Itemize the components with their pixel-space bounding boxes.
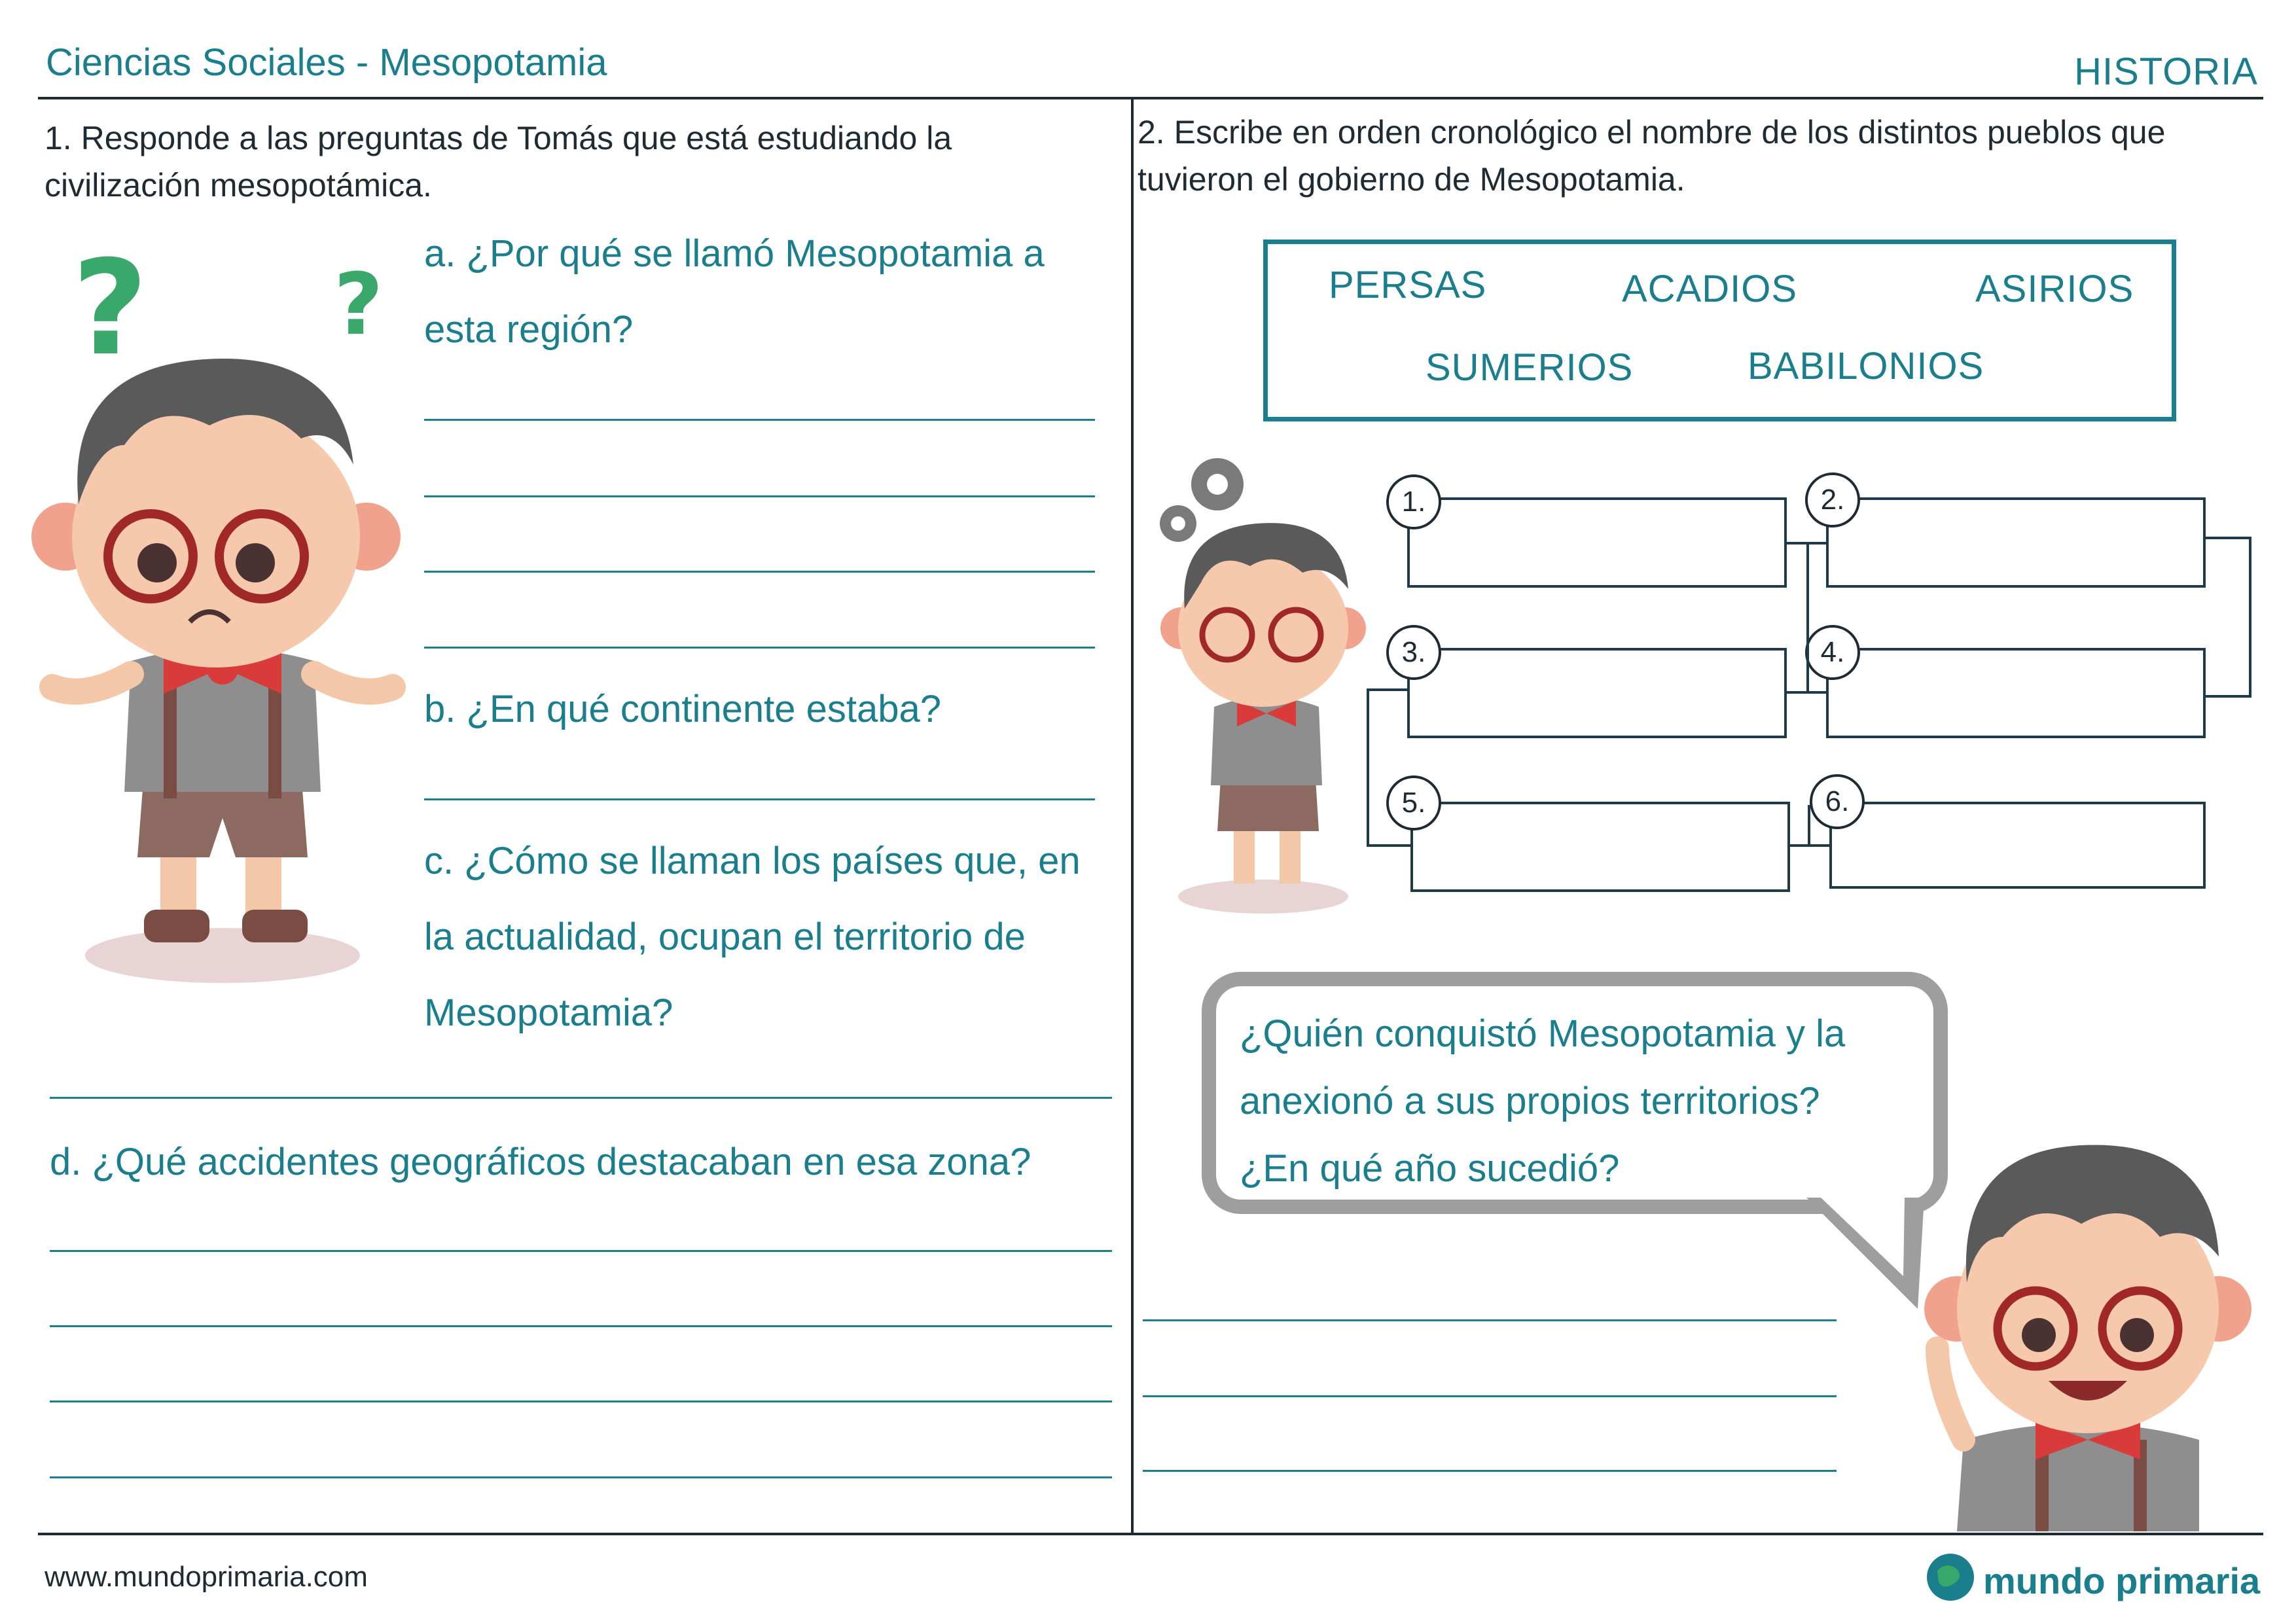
slot-number: 5. bbox=[1386, 776, 1441, 830]
section1-instruction: 1. Responde a las preguntas de Tomás que está estudiando la civilización mesopotámica. bbox=[45, 120, 952, 204]
connector bbox=[2206, 537, 2251, 539]
svg-text:?: ? bbox=[334, 255, 384, 354]
connector bbox=[1367, 688, 1407, 691]
connector bbox=[2249, 537, 2251, 697]
answer-line[interactable] bbox=[50, 1097, 1112, 1099]
slot-number: 6. bbox=[1810, 774, 1865, 829]
globe-icon bbox=[1924, 1551, 1977, 1603]
subject-label: HISTORIA bbox=[2074, 50, 2258, 93]
bubble-question: ¿Quién conquistó Mesopotamia y la anexionó a sus propios territorios? ¿En qué año sucedió? bbox=[1240, 1012, 1846, 1190]
answer-slot-3[interactable] bbox=[1407, 648, 1787, 738]
word-bank-item: PERSAS bbox=[1329, 264, 1487, 306]
answer-line[interactable] bbox=[424, 495, 1095, 497]
answer-slot-5[interactable] bbox=[1410, 802, 1790, 892]
connector bbox=[1787, 691, 1826, 694]
answer-slot-6[interactable] bbox=[1829, 802, 2206, 889]
column-divider bbox=[1131, 97, 1134, 1535]
word-bank-item: SUMERIOS bbox=[1426, 346, 1634, 389]
answer-line[interactable] bbox=[424, 798, 1095, 800]
question-b: b. ¿En qué continente estaba? bbox=[424, 688, 942, 730]
svg-text:?: ? bbox=[72, 232, 149, 385]
brand-logo: mundo primaria bbox=[1983, 1560, 2261, 1601]
word-bank-item: ACADIOS bbox=[1622, 268, 1798, 310]
answer-line[interactable] bbox=[1143, 1319, 1837, 1321]
footer-divider bbox=[38, 1533, 2263, 1535]
connector bbox=[1367, 844, 1410, 847]
connector bbox=[1367, 688, 1369, 846]
page-title: Ciencias Sociales - Mesopotamia bbox=[46, 41, 607, 84]
header-divider bbox=[38, 97, 2263, 99]
happy-boy-illustration bbox=[1911, 1113, 2251, 1531]
answer-line[interactable] bbox=[50, 1476, 1112, 1478]
answer-line[interactable] bbox=[50, 1400, 1112, 1402]
slot-number: 2. bbox=[1805, 473, 1860, 527]
answer-line[interactable] bbox=[424, 419, 1095, 421]
answer-slot-1[interactable] bbox=[1407, 497, 1787, 588]
connector bbox=[1806, 542, 1809, 692]
answer-line[interactable] bbox=[50, 1250, 1112, 1252]
answer-line[interactable] bbox=[1143, 1470, 1837, 1472]
connector bbox=[1808, 805, 1810, 847]
answer-slot-4[interactable] bbox=[1826, 648, 2206, 738]
slot-number: 1. bbox=[1386, 474, 1441, 529]
answer-line[interactable] bbox=[50, 1325, 1112, 1327]
connector bbox=[2206, 695, 2251, 698]
question-d: d. ¿Qué accidentes geográficos destacaban en esa zona? bbox=[50, 1141, 1031, 1183]
speech-bubble-tail bbox=[1806, 1198, 1924, 1309]
slot-number: 3. bbox=[1386, 625, 1441, 680]
confused-boy-illustration bbox=[26, 229, 419, 1014]
word-bank-item: ASIRIOS bbox=[1975, 268, 2134, 310]
website-url[interactable]: www.mundoprimaria.com bbox=[45, 1561, 368, 1593]
answer-slot-2[interactable] bbox=[1826, 497, 2206, 588]
thinking-boy-illustration bbox=[1152, 445, 1368, 916]
word-bank-item: BABILONIOS bbox=[1748, 345, 1984, 387]
answer-line[interactable] bbox=[424, 647, 1095, 649]
slot-number: 4. bbox=[1805, 625, 1860, 680]
answer-line[interactable] bbox=[1143, 1395, 1837, 1397]
answer-line[interactable] bbox=[424, 571, 1095, 573]
question-a: a. ¿Por qué se llamó Mesopotamia a esta región? bbox=[424, 232, 1045, 351]
question-c: c. ¿Cómo se llaman los países que, en la actualidad, ocupan el territorio de Mesopotamia? bbox=[424, 840, 1081, 1034]
section2-instruction: 2. Escribe en orden cronológico el nombre de los distintos pueblos que tuvieron el gobierno de Mesopotamia. bbox=[1138, 114, 2166, 198]
